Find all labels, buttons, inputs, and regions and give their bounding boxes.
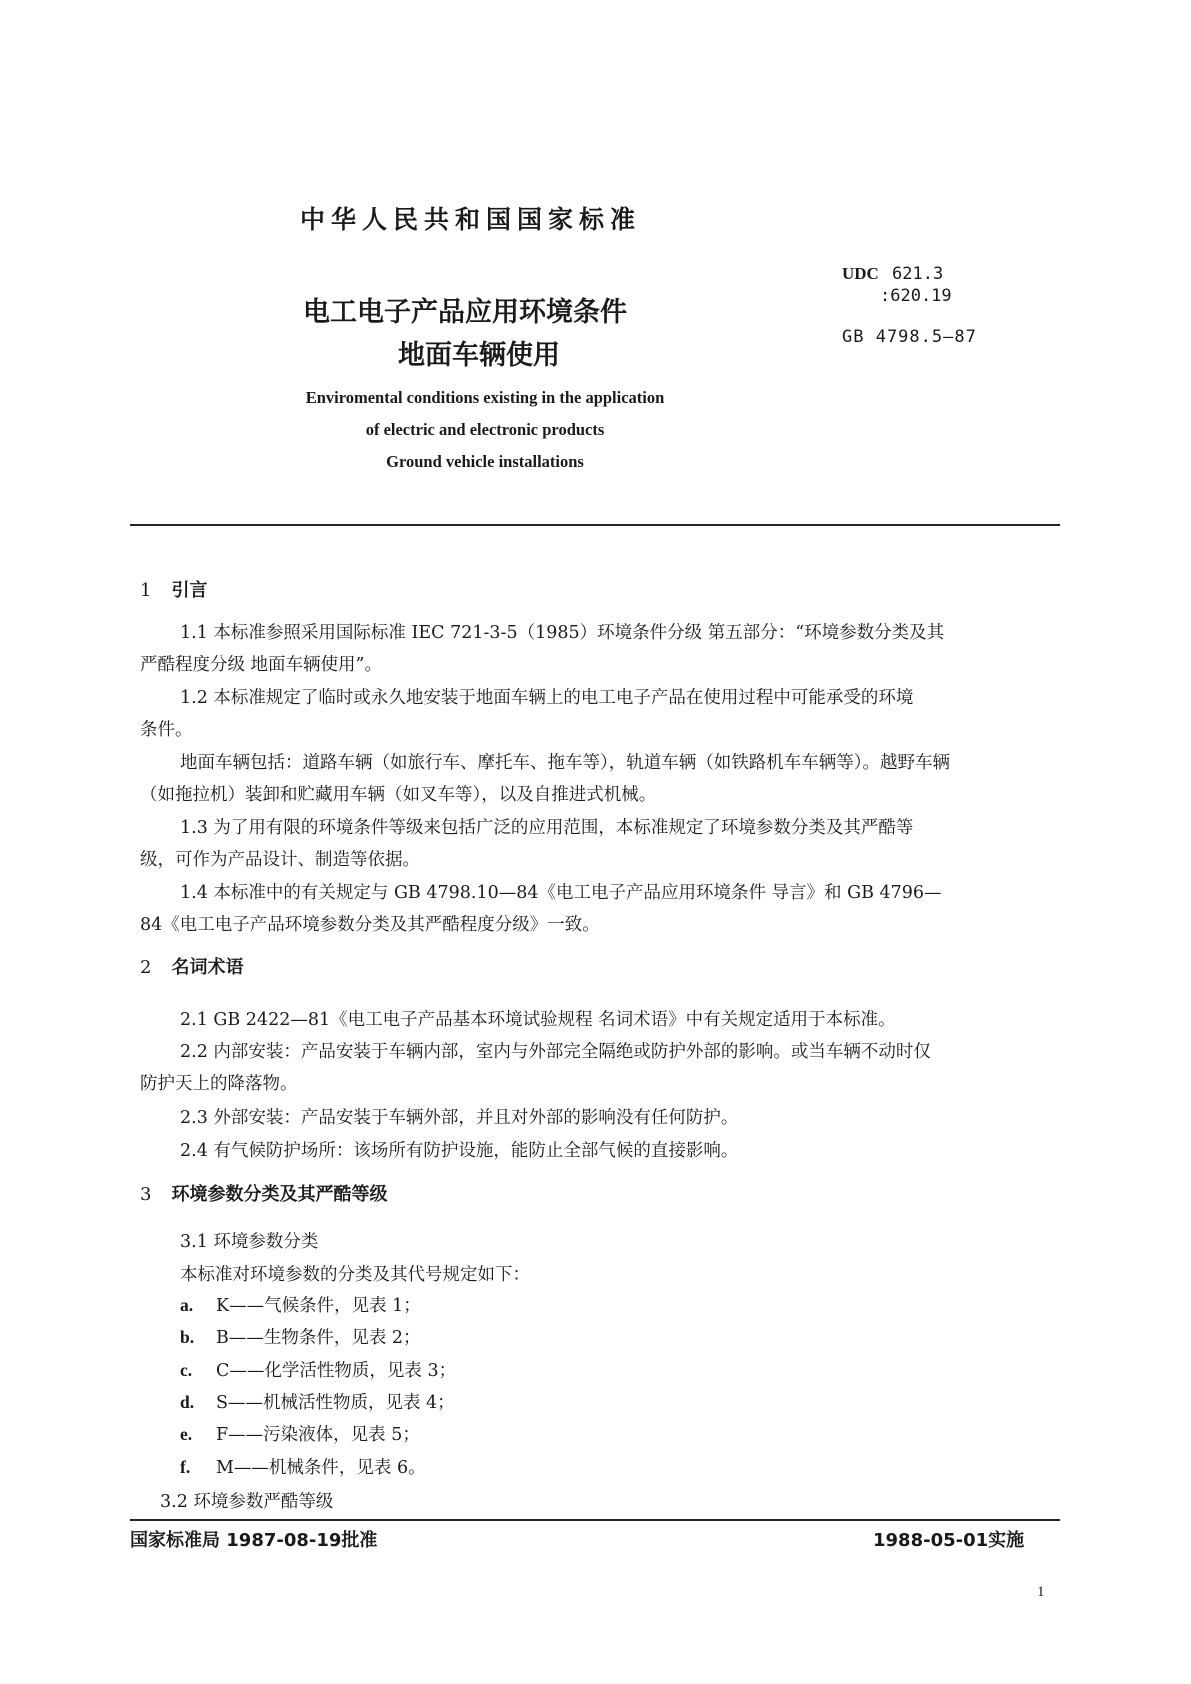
section-1-number: 1 <box>140 580 152 601</box>
list-item-key: b. <box>180 1327 195 1347</box>
para-3-intro: 本标准对环境参数的分类及其代号规定如下： <box>180 1265 530 1285</box>
national-standard-heading: 中华人民共和国国家标准 <box>300 205 642 234</box>
para-1-2-line2: 条件。 <box>140 720 193 740</box>
list-item <box>180 1421 420 1446</box>
section-3-title: 环境参数分类及其严酷等级 <box>171 1184 388 1205</box>
section-3-number: 3 <box>140 1184 152 1205</box>
bottom-rule <box>130 1519 1060 1521</box>
title-line-1: 电工电子产品应用环境条件 <box>303 297 627 328</box>
list-item <box>180 1324 421 1349</box>
list-item <box>180 1454 426 1479</box>
section-2-number: 2 <box>140 957 152 978</box>
para-1-4-line2: 84《电工电子产品环境参数分类及其严酷程度分级》一致。 <box>140 915 600 935</box>
para-1-3-line1: 1.3 为了用有限的环境条件等级来包括广泛的应用范围，本标准规定了环境参数分类及其严酷等 <box>180 818 914 838</box>
para-1-2-line1: 1.2 本标准规定了临时或永久地安装于地面车辆上的电工电子产品在使用过程中可能承受的环境 <box>180 688 914 708</box>
para-2-3: 2.3 外部安装：产品安装于车辆外部，并且对外部的影响没有任何防护。 <box>180 1108 739 1128</box>
section-1-heading <box>140 576 207 602</box>
udc-value-2: :620.19 <box>880 286 952 306</box>
list-item-key: c. <box>180 1360 193 1380</box>
para-3-2: 3.2 环境参数严酷等级 <box>160 1492 334 1512</box>
list-item <box>180 1389 455 1414</box>
list-item-key: a. <box>180 1295 194 1315</box>
para-2-4: 2.4 有气候防护场所：该场所有防护设施，能防止全部气候的直接影响。 <box>180 1141 739 1161</box>
approval-date: 国家标准局 1987-08-19批准 <box>130 1530 378 1551</box>
list-item-text: S——机械活性物质，见表 4； <box>216 1393 455 1413</box>
list-item-text: B——生物条件，见表 2； <box>216 1328 421 1348</box>
english-title-line-3: Ground vehicle installations <box>386 452 584 471</box>
para-2-2-line1: 2.2 内部安装：产品安装于车辆内部，室内与外部完全隔绝或防护外部的影响。或当车辆不动时仅 <box>180 1042 931 1062</box>
para-1-4-line1: 1.4 本标准中的有关规定与 GB 4798.10—84《电工电子产品应用环境条件 导言》和 GB 4796— <box>180 883 942 903</box>
page-number: 1 <box>1037 1584 1045 1600</box>
list-item-key: f. <box>180 1457 191 1477</box>
section-1-title: 引言 <box>171 580 208 601</box>
list-item-key: d. <box>180 1392 195 1412</box>
para-1-3-line2: 级，可作为产品设计、制造等依据。 <box>140 850 420 870</box>
para-2-2-line2: 防护天上的降落物。 <box>140 1074 298 1094</box>
english-title-line-1: Enviromental conditions existing in the application <box>305 388 665 407</box>
para-3-1: 3.1 环境参数分类 <box>180 1232 319 1252</box>
udc-value-1: 621.3 <box>892 264 944 284</box>
gb-number: GB 4798.5—87 <box>842 327 977 347</box>
section-3-heading <box>140 1180 387 1206</box>
list-item-text: C——化学活性物质，见表 3； <box>216 1361 457 1381</box>
effective-date: 1988-05-01实施 <box>873 1530 1025 1551</box>
para-vehicles-line1: 地面车辆包括：道路车辆（如旅行车、摩托车、拖车等），轨道车辆（如铁路机车车辆等）。越野车辆 <box>180 753 950 773</box>
section-2-heading <box>140 953 243 979</box>
section-2-title: 名词术语 <box>171 957 244 978</box>
para-2-1: 2.1 GB 2422—81《电工电子产品基本环境试验规程 名词术语》中有关规定适用于本标准。 <box>180 1010 896 1030</box>
udc-label: UDC <box>842 264 879 283</box>
english-title-line-2: of electric and electronic products <box>365 420 605 439</box>
list-item-text: M——机械条件，见表 6。 <box>216 1458 426 1478</box>
top-rule <box>130 524 1060 526</box>
list-item <box>180 1357 456 1382</box>
para-vehicles-line2: （如拖拉机）装卸和贮藏用车辆（如叉车等），以及自推进式机械。 <box>140 785 657 805</box>
para-1-1-line2: 严酷程度分级 地面车辆使用”。 <box>140 655 383 675</box>
list-item <box>180 1292 421 1317</box>
title-line-2: 地面车辆使用 <box>398 340 560 371</box>
para-1-1-line1: 1.1 本标准参照采用国际标准 IEC 721-3-5（1985）环境条件分级 第五部分：“环境参数分类及其 <box>180 623 945 643</box>
list-item-key: e. <box>180 1424 193 1444</box>
list-item-text: F——污染液体，见表 5； <box>216 1425 420 1445</box>
list-item-text: K——气候条件，见表 1； <box>216 1296 421 1316</box>
